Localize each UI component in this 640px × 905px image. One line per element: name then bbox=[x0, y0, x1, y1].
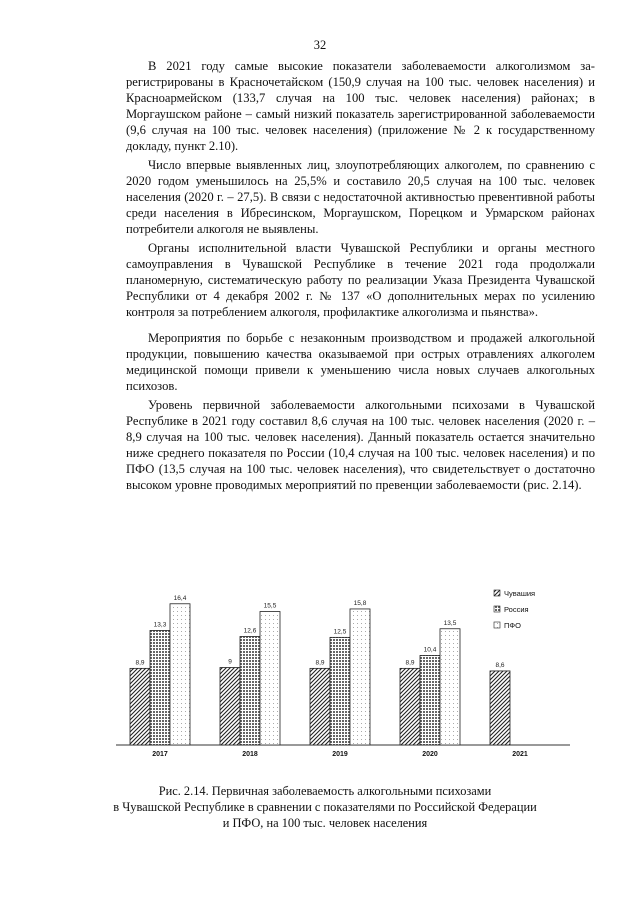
paragraph: Число впервые выявленных лиц, злоупотребляющих алкоголем, по сравнению с 2020 годом уменьшилось на 25,5% и составило 20,5 случая на 100 тыс. человек населения (2020 г. – 27,5). В связи с недостаточной активностью превентивной работы среди населения в Ибресинском, Моргаушском, Порецком и Урмарском районах потребители алкоголя не выявлены. bbox=[126, 158, 595, 236]
bar bbox=[420, 655, 440, 745]
bar bbox=[400, 668, 420, 745]
bar bbox=[240, 637, 260, 746]
data-label: 13,5 bbox=[443, 619, 457, 627]
x-tick-label: 2021 bbox=[512, 751, 528, 758]
legend-label: Россия bbox=[504, 605, 529, 614]
paragraph: В 2021 году самые высокие показатели заболеваемости алкоголизмом зарегистрированы в Красночетайском (150,9 случая на 100 тыс. человек населения) и Красноармейском (133,7 случая на 100 тыс. человек населения) районах; в Моргаушском районе – самый низкий показатель зарегистрированной заболеваемости (9,6 случая на 100 тыс. человек населения) (приложение № 2 к государственному докладу, пункт 2.10). bbox=[126, 59, 595, 153]
paragraph: Уровень первичной заболеваемости алкогольными психозами в Чувашской Республике в 2021 году составил 8,6 случая на 100 тыс. человек населения (2020 г. – 8,9 случая на 100 тыс. человек населения). Данный показатель остается значительно ниже среднего показателя по России (10,4 случая на 100 тыс. человек населения) и по ПФО (13,5 случая на 100 тыс. человек населения), что свидетельствует о достаточно высоком уровне проводимых мероприятий по превенции заболеваемости (рис. 2.14). bbox=[126, 398, 595, 492]
data-label: 9 bbox=[228, 658, 232, 666]
bar bbox=[350, 609, 370, 745]
data-label: 8,6 bbox=[495, 661, 505, 669]
x-tick-label: 2017 bbox=[152, 751, 168, 758]
data-label: 10,4 bbox=[423, 646, 437, 654]
bar bbox=[130, 668, 150, 745]
caption-line: Рис. 2.14. Первичная заболеваемость алкогольными психозами bbox=[158, 784, 492, 798]
data-label: 15,8 bbox=[353, 599, 367, 607]
data-label: 13,3 bbox=[153, 621, 167, 629]
legend-label: Чувашия bbox=[504, 589, 536, 598]
bar bbox=[260, 612, 280, 745]
page-number: 32 bbox=[313, 38, 327, 52]
legend-swatch bbox=[494, 606, 500, 612]
body-text bbox=[126, 58, 595, 496]
legend-swatch bbox=[494, 622, 500, 628]
legend-swatch bbox=[494, 590, 500, 596]
bar bbox=[150, 630, 170, 745]
bar bbox=[170, 604, 190, 745]
data-label: 12,5 bbox=[333, 628, 347, 636]
bar bbox=[330, 637, 350, 745]
paragraph: Мероприятия по борьбе с незаконным производством и продажей алкогольной продукции, повышению качества оказываемой при острых отравлениях алкоголем медицинской помощи привели к уменьшению числа новых случаев алкогольных психозов. bbox=[126, 331, 595, 393]
caption-line: в Чувашской Республике в сравнении с показателями по Российской Федерации bbox=[113, 800, 537, 814]
data-label: 8,9 bbox=[405, 659, 415, 667]
data-label: 16,4 bbox=[173, 594, 187, 602]
x-tick-label: 2018 bbox=[242, 751, 258, 758]
caption-line: и ПФО, на 100 тыс. человек населения bbox=[222, 816, 428, 830]
bar bbox=[440, 629, 460, 745]
data-label: 15,5 bbox=[263, 602, 277, 610]
legend-label: ПФО bbox=[504, 621, 521, 630]
data-label: 8,9 bbox=[135, 659, 145, 667]
bar bbox=[220, 668, 240, 746]
bar-chart bbox=[108, 570, 578, 780]
bar bbox=[490, 671, 510, 745]
data-label: 8,9 bbox=[315, 659, 325, 667]
x-tick-label: 2020 bbox=[422, 751, 438, 758]
data-label: 12,6 bbox=[243, 627, 257, 635]
figure-2-14-chart bbox=[108, 570, 578, 780]
bar bbox=[310, 668, 330, 745]
paragraph: Органы исполнительной власти Чувашской Республики и органы местного самоуправления в Чувашской Республике в течение 2021 года продолжали планомерную, систематическую работу по реализации Указа Президента Чувашской Республики от 4 декабря 2002 г. № 137 «О дополнительных мерах по усилению контроля за потреблением алкоголя, профилактике алкоголизма и пьянства». bbox=[126, 241, 595, 319]
figure-caption bbox=[110, 783, 540, 831]
x-tick-label: 2019 bbox=[332, 751, 348, 758]
